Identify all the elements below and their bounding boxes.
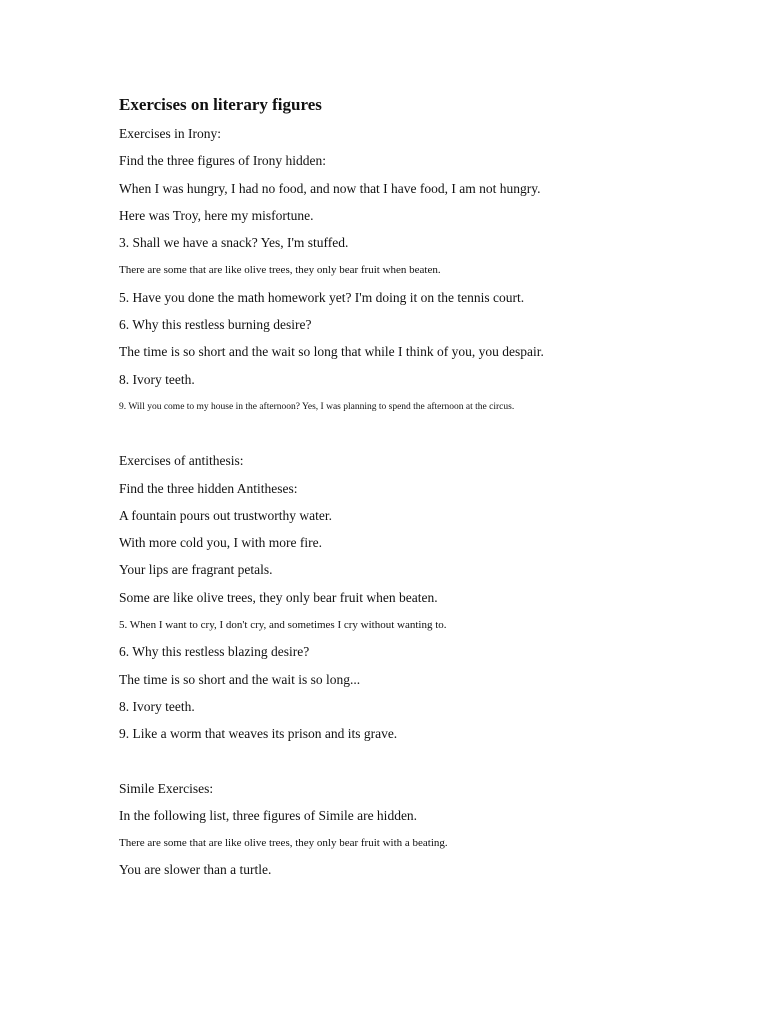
antithesis-item: Some are like olive trees, they only bear fruit when beaten. <box>119 589 438 605</box>
section-spacer <box>119 753 719 780</box>
document-page <box>119 94 719 889</box>
irony-item: When I was hungry, I had no food, and now that I have food, I am not hungry. <box>119 180 541 196</box>
simile-item: You are slower than a turtle. <box>119 862 272 878</box>
irony-item: There are some that are like olive trees, they only bear fruit when beaten. <box>119 264 441 277</box>
irony-item: 5. Have you done the math homework yet? I'm doing it on the tennis court. <box>119 289 525 305</box>
antithesis-item: 5. When I want to cry, I don't cry, and sometimes I cry without wanting to. <box>119 619 447 632</box>
irony-item: 3. Shall we have a snack? Yes, I'm stuffed. <box>119 235 349 251</box>
irony-heading: Exercises in Irony: <box>119 126 221 141</box>
antithesis-item: 6. Why this restless blazing desire? <box>119 644 310 660</box>
irony-item: 8. Ivory teeth. <box>119 371 195 387</box>
simile-instruction: In the following list, three figures of Simile are hidden. <box>119 807 418 823</box>
antithesis-item: 9. Like a worm that weaves its prison and its grave. <box>119 726 398 742</box>
document-title: Exercises on literary figures <box>119 95 322 114</box>
antithesis-item: The time is so short and the wait is so long... <box>119 671 361 687</box>
irony-item: Here was Troy, here my misfortune. <box>119 207 314 223</box>
irony-item: 6. Why this restless burning desire? <box>119 317 312 333</box>
section-spacer <box>119 425 719 452</box>
irony-instruction: Find the three figures of Irony hidden: <box>119 153 326 169</box>
antithesis-item: Your lips are fragrant petals. <box>119 562 273 578</box>
simile-item: There are some that are like olive trees, they only bear fruit with a beating. <box>119 837 448 850</box>
irony-item: 9. Will you come to my house in the afternoon? Yes, I was planning to spend the afternoon at the circus. <box>119 401 515 412</box>
antithesis-item: With more cold you, I with more fire. <box>119 535 323 551</box>
antithesis-heading: Exercises of antithesis: <box>119 453 244 469</box>
antithesis-instruction: Find the three hidden Antitheses: <box>119 480 298 496</box>
irony-item: The time is so short and the wait so long that while I think of you, you despair. <box>119 344 544 360</box>
simile-heading: Simile Exercises: <box>119 780 214 796</box>
antithesis-item: 8. Ivory teeth. <box>119 698 195 714</box>
antithesis-item: A fountain pours out trustworthy water. <box>119 507 332 523</box>
